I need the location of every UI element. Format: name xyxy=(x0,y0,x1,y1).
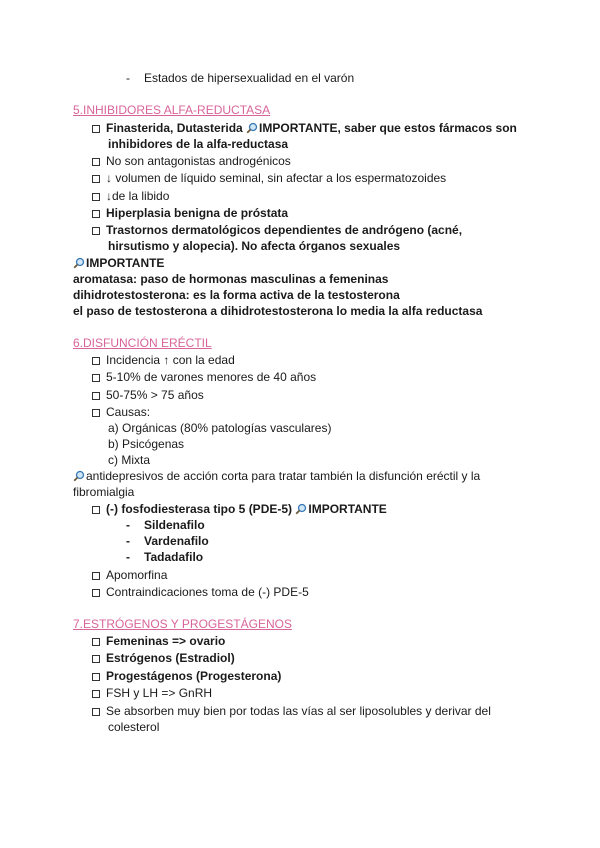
checkbox-icon[interactable] xyxy=(92,227,100,235)
s6-item-varones: 5-10% de varones menores de 40 años xyxy=(92,370,316,385)
s6-item-causas: Causas: xyxy=(92,405,150,420)
s5-item-finasterida-cont: inhibidores de la alfa-reductasa xyxy=(108,137,289,151)
checkbox-icon[interactable] xyxy=(92,506,100,514)
checkbox-icon[interactable] xyxy=(92,175,100,183)
section-7-heading: 7.ESTRÓGENOS Y PROGESTÁGENOS xyxy=(73,617,292,631)
checkbox-icon[interactable] xyxy=(92,374,100,382)
checkbox-icon[interactable] xyxy=(92,125,100,133)
bullet-dash: - xyxy=(126,534,130,548)
s5-item-finasterida: Finasterida, Dutasterida IMPORTANTE, saber que estos fármacos son xyxy=(92,121,517,136)
s5-item-trastornos-cont: hirsutismo y alopecia). No afecta órganos sexuales xyxy=(108,239,401,253)
hypersexuality-item: - Estados de hipersexualidad en el varón xyxy=(126,71,355,85)
s5-item-trastornos: Trastornos dermatológicos dependientes de andrógeno (acné, xyxy=(92,223,462,238)
s7-item-fsh: FSH y LH => GnRH xyxy=(92,686,212,701)
s7-item-femeninas: Femeninas => ovario xyxy=(92,634,225,649)
bullet-dash: - xyxy=(126,550,130,564)
magnifier-icon xyxy=(246,122,258,134)
s6-drug-sildenafilo: - Sildenafilo xyxy=(126,518,205,532)
magnifier-icon xyxy=(73,257,85,269)
s6-cause-mixta: c) Mixta xyxy=(108,453,150,467)
s6-item-pde5: (-) fosfodiesterasa tipo 5 (PDE-5) IMPORTANTE xyxy=(92,502,387,517)
bullet-dash: - xyxy=(126,518,130,532)
s6-drug-tadadafilo: - Tadadafilo xyxy=(126,550,204,564)
s6-cause-organicas: a) Orgánicas (80% patologías vasculares) xyxy=(108,421,332,435)
checkbox-icon[interactable] xyxy=(92,572,100,580)
checkbox-icon[interactable] xyxy=(92,655,100,663)
s7-item-progestagenos: Progestágenos (Progesterona) xyxy=(92,669,281,684)
s5-important-label: IMPORTANTE xyxy=(73,256,164,271)
s6-item-incidencia: Incidencia ↑ con la edad xyxy=(92,353,235,368)
s5-item-hiperplasia: Hiperplasia benigna de próstata xyxy=(92,206,288,221)
s5-note-dihidrotestosterona: dihidrotestosterona: es la forma activa de la testosterona xyxy=(73,288,400,302)
checkbox-icon[interactable] xyxy=(92,708,100,716)
s6-item-apomorfina: Apomorfina xyxy=(92,568,167,583)
s7-item-absorben: Se absorben muy bien por todas las vías al ser liposolubles y derivar del xyxy=(92,704,491,719)
s6-cause-psicogenas: b) Psicógenas xyxy=(108,437,185,451)
checkbox-icon[interactable] xyxy=(92,158,100,166)
checkbox-icon[interactable] xyxy=(92,193,100,201)
s5-item-antagonistas: No son antagonistas androgénicos xyxy=(92,154,291,169)
s6-note-antidepresivos: antidepresivos de acción corta para tratar también la disfunción eréctil y la xyxy=(73,469,480,484)
s5-item-libido: ↓de la libido xyxy=(92,189,169,204)
checkbox-icon[interactable] xyxy=(92,638,100,646)
s5-note-paso: el paso de testosterona a dihidrotestosterona lo media la alfa reductasa xyxy=(73,304,483,318)
s6-item-contraindicaciones: Contraindicaciones toma de (-) PDE-5 xyxy=(92,585,309,600)
checkbox-icon[interactable] xyxy=(92,357,100,365)
checkbox-icon[interactable] xyxy=(92,690,100,698)
section-6-heading: 6.DISFUNCIÓN ERÉCTIL xyxy=(73,336,212,350)
section-5-heading: 5.INHIBIDORES ALFA-REDUCTASA xyxy=(73,103,271,117)
s6-drug-vardenafilo: - Vardenafilo xyxy=(126,534,209,548)
magnifier-icon xyxy=(295,503,307,515)
s7-item-absorben-cont: colesterol xyxy=(108,720,160,734)
checkbox-icon[interactable] xyxy=(92,210,100,218)
bullet-dash: - xyxy=(126,71,130,85)
s6-item-mayores: 50-75% > 75 años xyxy=(92,388,204,403)
magnifier-icon xyxy=(73,470,85,482)
s6-note-fibromialgia: fibromialgia xyxy=(73,485,135,499)
checkbox-icon[interactable] xyxy=(92,392,100,400)
checkbox-icon[interactable] xyxy=(92,589,100,597)
checkbox-icon[interactable] xyxy=(92,673,100,681)
checkbox-icon[interactable] xyxy=(92,409,100,417)
s7-item-estrogenos: Estrógenos (Estradiol) xyxy=(92,651,235,666)
s5-item-volumen: ↓ volumen de líquido seminal, sin afectar a los espermatozoides xyxy=(92,171,446,186)
s5-note-aromatasa: aromatasa: paso de hormonas masculinas a femeninas xyxy=(73,272,389,286)
